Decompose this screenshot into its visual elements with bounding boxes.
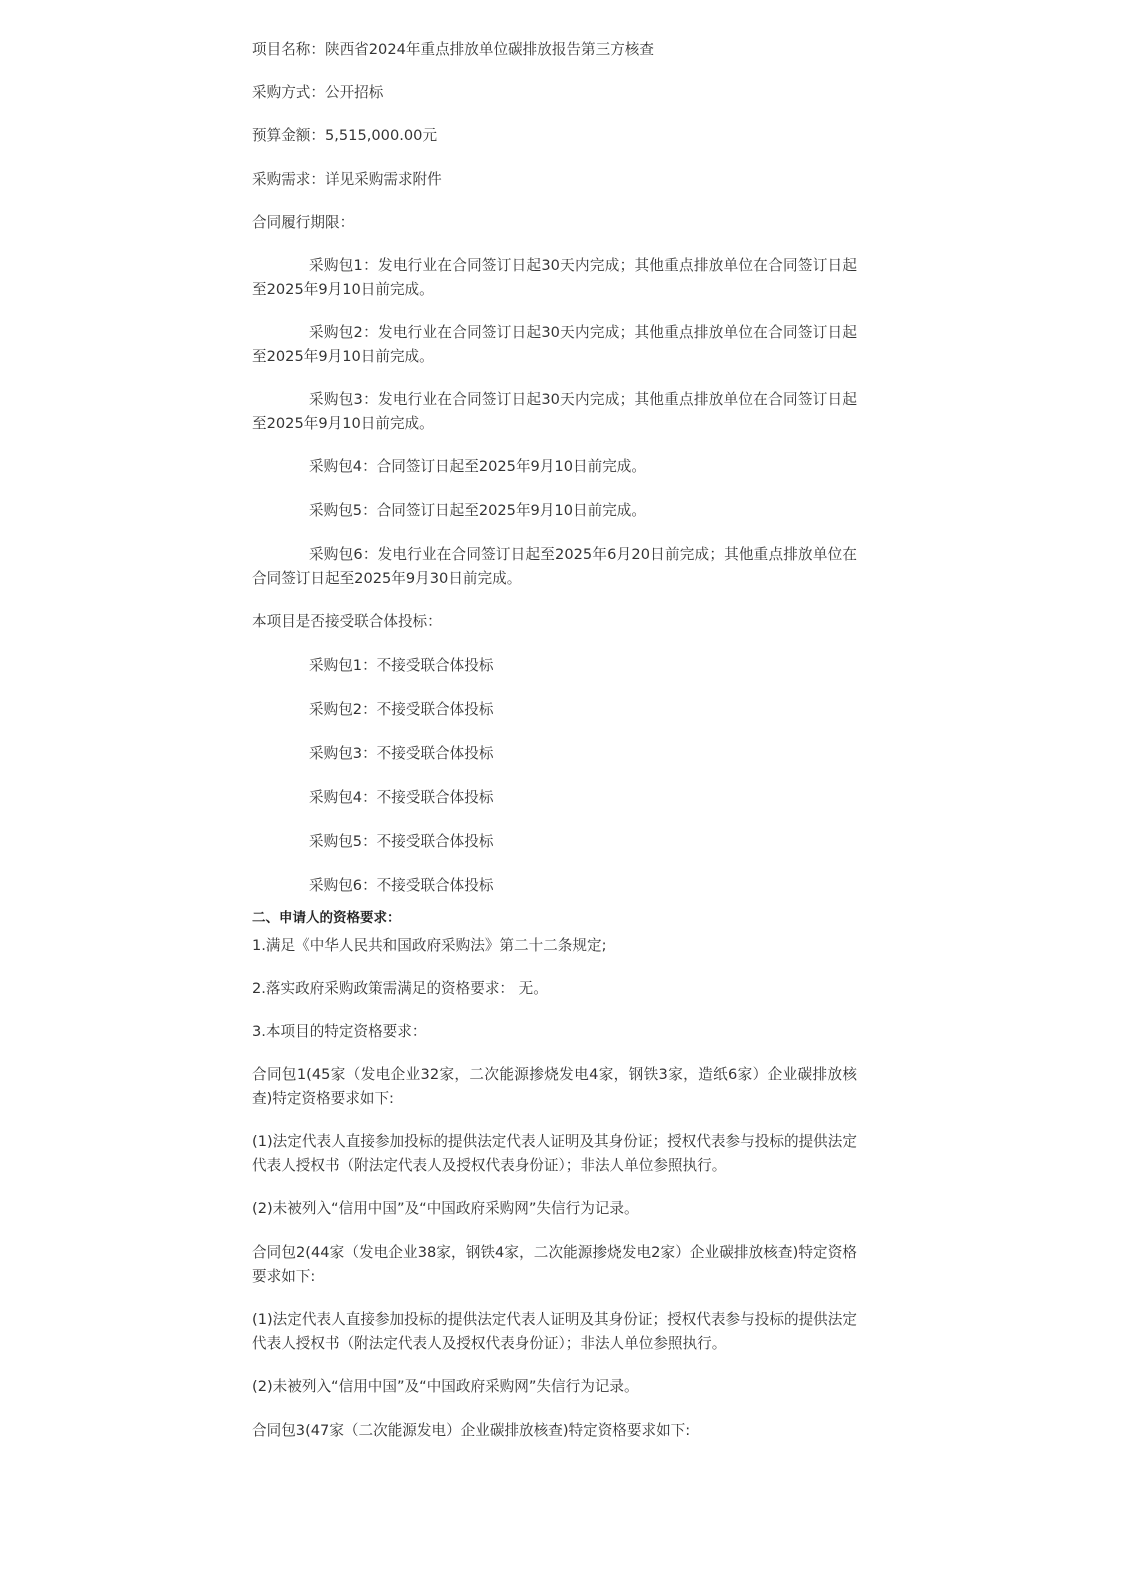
consortium-label: 本项目是否接受联合体投标： [252, 613, 442, 630]
period-item: 采购包4：合同签订日起至2025年9月10日前完成。 [309, 458, 646, 475]
consortium-item: 采购包1：不接受联合体投标 [309, 657, 494, 674]
package-1-requirement-2: (2)未被列入“信用中国”及“中国政府采购网”失信行为记录。 [252, 1200, 639, 1217]
period-item: 采购包2：发电行业在合同签订日起30天内完成；其他重点排放单位在合同签订日起至2025年9月10日前完成。 [252, 324, 857, 365]
qualification-item-2: 2.落实政府采购政策需满足的资格要求： 无。 [252, 980, 548, 997]
period-item: 采购包3：发电行业在合同签订日起30天内完成；其他重点排放单位在合同签订日起至2025年9月10日前完成。 [252, 391, 857, 432]
package-2-requirement-1: (1)法定代表人直接参加投标的提供法定代表人证明及其身份证；授权代表参与投标的提供法定代表人授权书（附法定代表人及授权代表身份证）；非法人单位参照执行。 [252, 1311, 857, 1352]
period-item: 采购包6：发电行业在合同签订日起至2025年6月20日前完成；其他重点排放单位在合同签订日起至2025年9月30日前完成。 [252, 546, 857, 587]
consortium-item: 采购包5：不接受联合体投标 [309, 833, 494, 850]
consortium-item: 采购包3：不接受联合体投标 [309, 745, 494, 762]
consortium-item: 采购包2：不接受联合体投标 [309, 701, 494, 718]
package-1-intro: 合同包1(45家（发电企业32家，二次能源掺烧发电4家，钢铁3家，造纸6家）企业碳排放核查)特定资格要求如下: [252, 1066, 857, 1107]
project-name: 项目名称：陕西省2024年重点排放单位碳排放报告第三方核查 [252, 41, 654, 58]
consortium-item: 采购包4：不接受联合体投标 [309, 789, 494, 806]
budget-amount: 预算金额：5,515,000.00元 [252, 127, 438, 144]
qualification-heading: 二、申请人的资格要求： [252, 910, 401, 926]
qualification-item-1: 1.满足《中华人民共和国政府采购法》第二十二条规定; [252, 937, 607, 954]
package-2-intro: 合同包2(44家（发电企业38家，钢铁4家，二次能源掺烧发电2家）企业碳排放核查)特定资格要求如下: [252, 1244, 857, 1285]
procurement-requirement: 采购需求：详见采购需求附件 [252, 171, 442, 188]
period-item: 采购包1：发电行业在合同签订日起30天内完成；其他重点排放单位在合同签订日起至2025年9月10日前完成。 [252, 257, 857, 298]
period-item: 采购包5：合同签订日起至2025年9月10日前完成。 [309, 502, 646, 519]
procurement-method: 采购方式：公开招标 [252, 84, 384, 101]
package-3-intro: 合同包3(47家（二次能源发电）企业碳排放核查)特定资格要求如下: [252, 1422, 691, 1439]
package-1-requirement-1: (1)法定代表人直接参加投标的提供法定代表人证明及其身份证；授权代表参与投标的提供法定代表人授权书（附法定代表人及授权代表身份证）；非法人单位参照执行。 [252, 1133, 857, 1174]
contract-period-label: 合同履行期限： [252, 214, 355, 231]
consortium-item: 采购包6：不接受联合体投标 [309, 877, 494, 894]
document-page [252, 38, 857, 1443]
package-2-requirement-2: (2)未被列入“信用中国”及“中国政府采购网”失信行为记录。 [252, 1378, 639, 1395]
qualification-item-3: 3.本项目的特定资格要求： [252, 1023, 427, 1040]
